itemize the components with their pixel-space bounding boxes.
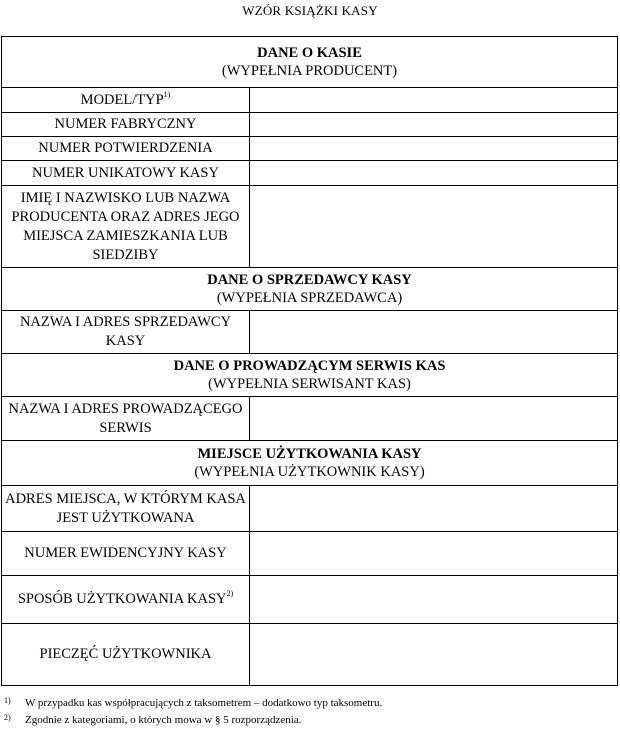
section-header-row: [2, 37, 618, 88]
field-value-registration-number[interactable]: [250, 532, 618, 576]
document-title: WZÓR KSIĄŻKI KASY: [242, 3, 378, 18]
section-header-row: [2, 354, 618, 397]
form-row: [2, 397, 618, 441]
field-label-address: ADRES MIEJSCA, W KTÓRYM KASA JEST UŻYTKOWANA: [2, 486, 250, 532]
form-row: [2, 532, 618, 576]
field-value-address[interactable]: [250, 486, 618, 532]
section-subheading: (WYPEŁNIA SERWISANT KAS): [208, 376, 411, 392]
section-heading: DANE O KASIE: [257, 45, 362, 61]
field-value-unique-number[interactable]: [250, 161, 618, 186]
field-value-seller[interactable]: [250, 311, 618, 354]
section-header-row: [2, 441, 618, 486]
form-row: [2, 624, 618, 686]
field-value-confirmation-number[interactable]: [250, 137, 618, 161]
field-label-serial-number: NUMER FABRYCZNY: [2, 113, 250, 137]
section-header-service: [2, 354, 618, 397]
footnote-ref: 2): [226, 589, 234, 599]
field-label-model: MODEL/TYP$^{1)}$: [2, 88, 250, 113]
field-label-unique-number: NUMER UNIKATOWY KASY: [2, 161, 250, 186]
form-row: [2, 88, 618, 113]
section-subheading: (WYPEŁNIA SPRZEDAWCA): [216, 290, 403, 306]
field-value-service[interactable]: [250, 397, 618, 441]
section-heading: MIEJSCE UŻYTKOWANIA KASY: [197, 446, 422, 462]
footnote-ref: 1): [163, 89, 171, 99]
field-label-service: NAZWA I ADRES PROWADZĄCEGO SERWIS: [2, 397, 250, 441]
section-header-cash-register: [2, 37, 618, 88]
form-row: [2, 576, 618, 624]
footnote-mark: 2): [4, 713, 11, 722]
footnotes: [4, 695, 616, 729]
field-label-usage-method: SPOSÓB UŻYTKOWANIA KASY$^{2)}$: [2, 576, 250, 624]
field-value-model[interactable]: [250, 88, 618, 113]
section-header-row: [2, 268, 618, 311]
form-row: [2, 113, 618, 137]
section-heading: DANE O SPRZEDAWCY KASY: [207, 272, 412, 288]
field-value-producer[interactable]: [250, 186, 618, 268]
field-label-seller: NAZWA I ADRES SPRZEDAWCY KASY: [2, 311, 250, 354]
field-value-serial-number[interactable]: [250, 113, 618, 137]
form-row: [2, 137, 618, 161]
field-label-stamp: PIECZĘĆ UŻYTKOWNIKA: [2, 624, 250, 686]
form-row: [2, 486, 618, 532]
section-heading: DANE O PROWADZĄCYM SERWIS KAS: [173, 358, 446, 374]
field-value-usage-method[interactable]: [250, 576, 618, 624]
field-value-stamp[interactable]: [250, 624, 618, 686]
footnote-text: W przypadku kas współpracujących z taksometrem – dodatkowo typ taksometru.: [25, 697, 383, 709]
field-label-producer: IMIĘ I NAZWISKO LUB NAZWA PRODUCENTA ORAZ ADRES JEGO MIEJSCA ZAMIESZKANIA LUB SIEDZIBY: [2, 186, 250, 268]
footnote-text: Zgodnie z kategoriami, o których mowa w § 5 rozporządzenia.: [25, 714, 302, 726]
form-row: [2, 161, 618, 186]
form-row: [2, 186, 618, 268]
section-header-seller: [2, 268, 618, 311]
field-label-confirmation-number: NUMER POTWIERDZENIA: [2, 137, 250, 161]
form-row: [2, 311, 618, 354]
section-header-location: [2, 441, 618, 486]
cash-register-book-form: [1, 36, 618, 686]
section-subheading: (WYPEŁNIA UŻYTKOWNIK KASY): [194, 464, 425, 480]
field-label-registration-number: NUMER EWIDENCYJNY KASY: [2, 532, 250, 576]
footnote-mark: 1): [4, 696, 11, 705]
footnote: [4, 712, 616, 729]
footnote: [4, 695, 616, 712]
section-subheading: (WYPEŁNIA PRODUCENT): [221, 63, 398, 79]
